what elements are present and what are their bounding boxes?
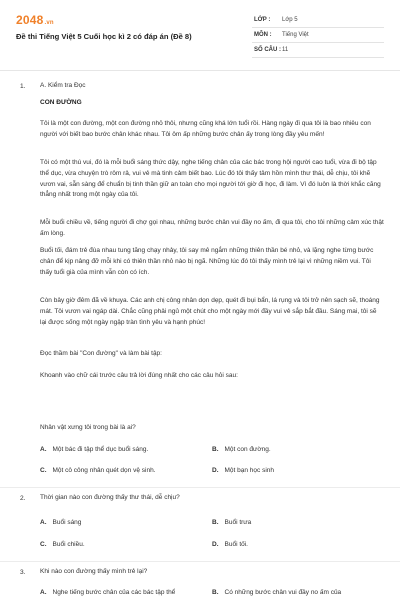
question-divider (0, 487, 400, 488)
option-text: Một con đường. (224, 446, 271, 453)
meta-key: MÔN : (254, 32, 272, 38)
header-divider (0, 70, 400, 71)
option-text: Một bạn học sinh (224, 467, 275, 474)
option-text: Có những bước chân vui đầy no ấm của (224, 589, 342, 596)
question-text: Nhân vật xưng tôi trong bài là ai? (40, 424, 136, 431)
answer-option[interactable] (40, 541, 85, 548)
instruction: Đọc thầm bài "Con đường" và làm bài tập: (40, 350, 162, 357)
option-letter: A. (40, 519, 47, 526)
meta-row-count (252, 44, 384, 58)
option-letter: B. (212, 589, 219, 596)
answer-option[interactable] (40, 519, 81, 526)
question-divider (0, 561, 400, 562)
instruction: Khoanh vào chữ cái trước câu trả lời đúng nhất cho các câu hỏi sau: (40, 372, 238, 379)
question-text: Thời gian nào con đường thấy thư thái, dễ chịu? (40, 494, 180, 501)
paragraph: Tôi có một thú vui, đó là mỗi buổi sáng thức dậy, nghe tiếng chân của các bác trong hội người cao tuổi, vừa đi bộ tập thể dục, vừa chuyện trò rôm rả, vui vẻ mà tinh cảm biết bao. Lúc đó tôi thấy tâm hồn mình thư thái, dễ chịu, tôi khẽ vươn vai, sẵn sàng để chuẩn bị tinh thần giữ an toàn cho mọi người tới giờ đi học, đi làm. Vì đó luôn là thời khắc căng thẳng nhất trong một ngày của tôi. (40, 159, 381, 199)
question-text: Khi nào con đường thấy mình trẻ lại? (40, 568, 148, 575)
option-letter: D. (212, 541, 219, 548)
option-text: Một bác đi tập thể dục buổi sáng. (52, 446, 149, 453)
option-letter: C. (40, 541, 47, 548)
option-letter: B. (212, 446, 219, 453)
paragraph: Buổi tối, đám trẻ đùa nhau tung tăng chạy nhảy, tôi say mê ngắm những thiên thần bé nhỏ, và lặng nghe từng bước chân để kịp nâng đỡ mỗi khi có thiên thần nhỏ nào bị ngã. Những lúc đó tôi thấy mình trẻ lại vì những niềm vui. Tôi thấy tuổi già của mình vẫn còn có ích. (40, 247, 374, 276)
option-text: Nghe tiếng bước chân của các bác tập thể (52, 589, 176, 596)
option-text: Buổi sáng (52, 519, 82, 526)
option-text: Buổi trưa (224, 519, 252, 526)
meta-value: 11 (282, 47, 289, 53)
section-heading: A. Kiểm tra Đọc (40, 82, 86, 89)
question-number: 1. (20, 83, 26, 90)
answer-option[interactable] (212, 541, 248, 548)
option-letter: A. (40, 589, 47, 596)
option-text: Buổi chiều. (52, 541, 85, 548)
answer-option[interactable] (212, 446, 271, 453)
logo-text: 2048 (16, 13, 44, 27)
story-title: CON ĐƯỜNG (40, 99, 82, 106)
paragraph: Tôi là một con đường, một con đường nhỏ thôi, nhưng cũng khá lớn tuổi rồi. Hàng ngày đi qua tôi là bao nhiêu con người với biết bao bước chân khác nhau. Tôi ôm ấp những bước chân ấy trong lòng đầy yêu mến! (40, 120, 371, 138)
answer-option[interactable] (212, 589, 341, 596)
answer-option[interactable] (40, 589, 175, 596)
paragraph: Còn bây giờ đêm đã về khuya. Các anh chị công nhân dọn dẹp, quét đi bụi bẩn, lá rụng và tôi trở nên sạch sẽ, thoáng mát. Tôi vươn vai ngáp dài. Chắc cũng phải ngủ một chút cho một ngày mới đầy vui vẻ sắp bắt đầu. Sáng mai, tôi sẽ lại được sống một ngày ngập tràn tình yêu và hạnh phúc! (40, 297, 380, 326)
question-number: 3. (20, 569, 26, 576)
meta-row-subject (252, 29, 384, 43)
option-letter: B. (212, 519, 219, 526)
meta-row-class (252, 14, 384, 28)
page-title: Đề thi Tiếng Việt 5 Cuối học kì 2 có đáp án (Đề 8) (16, 32, 192, 41)
meta-key: LỚP : (254, 17, 271, 23)
option-letter: A. (40, 446, 47, 453)
answer-option[interactable] (40, 446, 148, 453)
logo-suffix: .vn (44, 20, 54, 26)
meta-key: SỐ CÂU : (254, 47, 281, 53)
answer-option[interactable] (212, 519, 251, 526)
question-number: 2. (20, 495, 26, 502)
option-text: Một cô công nhân quét dọn vệ sinh. (52, 467, 156, 474)
option-letter: C. (40, 467, 47, 474)
answer-option[interactable] (40, 467, 156, 474)
answer-option[interactable] (212, 467, 274, 474)
option-letter: D. (212, 467, 219, 474)
meta-value: Tiếng Việt (282, 32, 309, 38)
meta-value: Lớp 5 (282, 17, 298, 23)
site-logo[interactable] (16, 13, 54, 27)
option-text: Buổi tối. (224, 541, 248, 548)
paragraph: Mỗi buổi chiều về, tiếng người đi chợ gọi nhau, những bước chân vui đầy no ấm, đi qua tôi, cho tôi những cảm xúc thật ấm lòng. (40, 219, 384, 237)
document-header (0, 0, 400, 68)
